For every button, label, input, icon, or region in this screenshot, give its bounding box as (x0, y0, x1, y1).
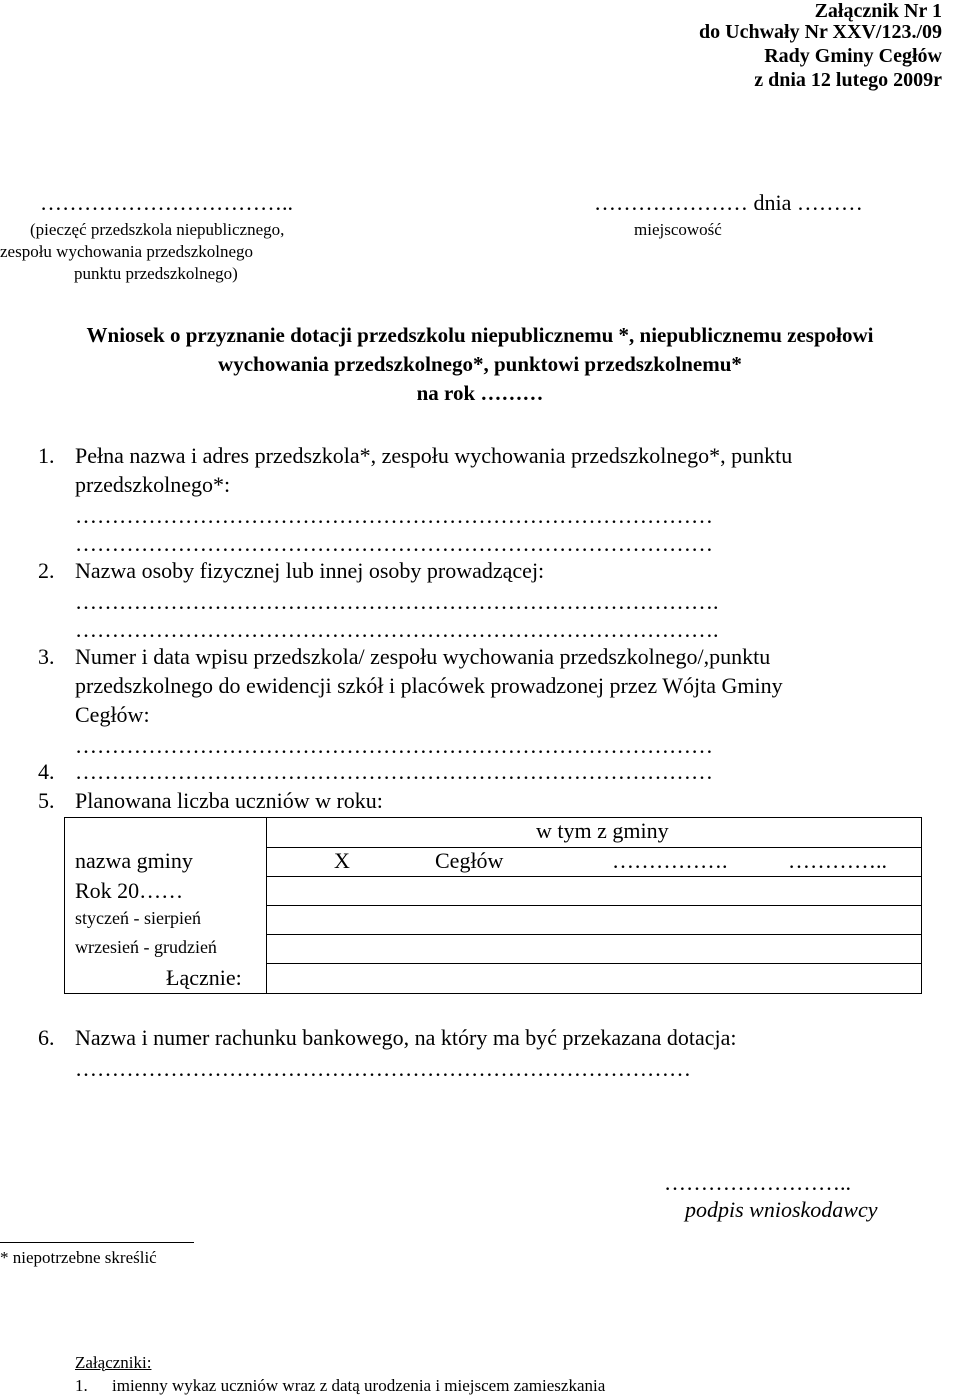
title-line1: Wniosek o przyznanie dotacji przedszkolu niepublicznemu *, niepublicznemu zespołowi (86, 323, 874, 347)
item6-number: 6. (38, 1025, 55, 1050)
table-row-divider (266, 876, 922, 877)
item3-text-line2: przedszkolnego do ewidencji szkół i placówek prowadzonej przez Wójta Gminy (75, 673, 783, 698)
council-name: Rady Gminy Cegłów (764, 45, 942, 67)
item1-text-line2: przedszkolnego*: (75, 472, 231, 497)
table-label-jan-aug: styczeń - sierpień (75, 908, 201, 928)
item2-fill-line1: ……………………………………………………………………………. (75, 589, 719, 614)
stamp-label-line3: punktu przedszkolnego) (74, 264, 238, 283)
table-row-divider (266, 905, 922, 906)
item3-fill-line1: …………………………………………………………………………… (75, 733, 713, 758)
resolution-number: do Uchwały Nr XXV/123./09 (699, 21, 942, 43)
table-header-in-gmina: w tym z gminy (536, 818, 669, 843)
resolution-date: z dnia 12 lutego 2009r (754, 69, 942, 91)
item6-fill: ………………………………………………………………………… (75, 1056, 691, 1081)
stamp-dots: …………………………….. (40, 190, 293, 215)
table-cell-ceglow: Cegłów (435, 848, 504, 873)
attachment-item-text: imienny wykaz uczniów wraz z datą urodzenia i miejscem zamieszkania (112, 1376, 606, 1395)
table-cell-dots: ……………. (612, 848, 728, 873)
table-cell-x: X (334, 848, 350, 873)
stamp-label-line1: (pieczęć przedszkola niepublicznego, (30, 220, 285, 239)
item3-number: 3. (38, 644, 55, 669)
signature-label: podpis wnioskodawcy (685, 1197, 878, 1222)
item1-number: 1. (38, 443, 55, 468)
item2-number: 2. (38, 558, 55, 583)
signature-dots: …………………….. (664, 1170, 851, 1195)
table-row-divider (266, 934, 922, 935)
item3-text-line3: Cegłów: (75, 702, 150, 727)
table-label-gmina-name: nazwa gminy (75, 848, 193, 873)
table-label-sep-dec: wrzesień - grudzień (75, 937, 217, 957)
place-label: miejscowość (634, 220, 722, 239)
footnote: * niepotrzebne skreślić (0, 1248, 157, 1267)
place-date-dots: ………………… dnia ……… (594, 190, 863, 215)
table-row-divider (266, 963, 922, 964)
item2-fill-line2: ……………………………………………………………………………. (75, 617, 719, 642)
attachment-item-number: 1. (75, 1376, 88, 1395)
item5-text: Planowana liczba uczniów w roku: (75, 788, 383, 813)
item6-text: Nazwa i numer rachunku bankowego, na który ma być przekazana dotacja: (75, 1025, 737, 1050)
table-label-year: Rok 20…… (75, 878, 184, 903)
item1-text-line1: Pełna nazwa i adres przedszkola*, zespołu wychowania przedszkolnego*, punktu (75, 443, 793, 468)
title-line3: na rok ……… (416, 381, 544, 405)
item1-fill-line1: …………………………………………………………………………… (75, 503, 713, 528)
item1-fill-line2: …………………………………………………………………………… (75, 531, 713, 556)
table-label-total: Łącznie: (166, 965, 242, 990)
item5-number: 5. (38, 788, 55, 813)
item4-number: 4. (38, 759, 55, 784)
pupils-table (64, 817, 922, 994)
attachments-heading: Załączniki: (75, 1353, 152, 1372)
title-line2: wychowania przedszkolnego*, punktowi przedszkolnemu* (218, 352, 742, 376)
stamp-label-line2: zespołu wychowania przedszkolnego (0, 242, 254, 261)
table-cell-dots: ………….. (788, 848, 887, 873)
item3-text-line1: Numer i data wpisu przedszkola/ zespołu wychowania przedszkolnego/,punktu (75, 644, 771, 669)
footnote-rule (0, 1242, 194, 1243)
annex-number: Załącznik Nr 1 (814, 0, 942, 22)
item2-text: Nazwa osoby fizycznej lub innej osoby prowadzącej: (75, 558, 545, 583)
item4-fill: …………………………………………………………………………… (75, 759, 713, 784)
